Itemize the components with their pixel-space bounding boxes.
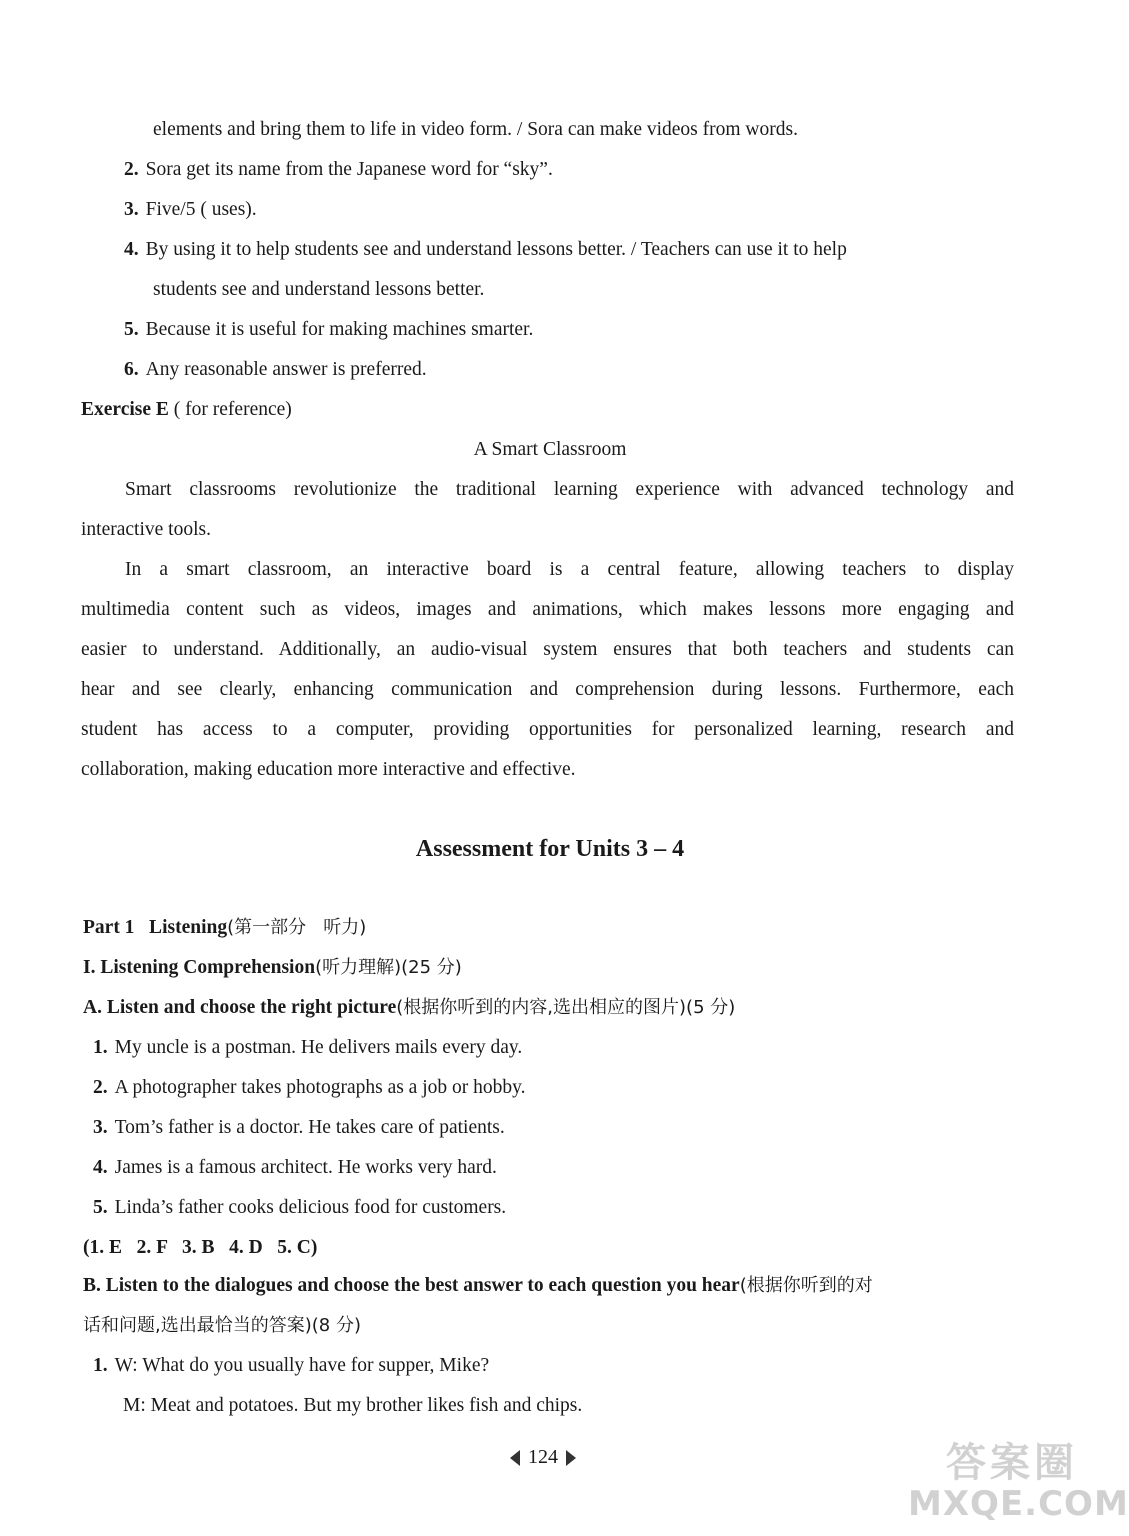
- section-a-label: A. Listen and choose the right picture: [83, 997, 397, 1018]
- assessment-title: Assessment for Units 3 – 4: [415, 836, 685, 862]
- answer-text: Five/5 ( uses).: [145, 199, 257, 220]
- script-text: Linda’s father cooks delicious food for customers.: [114, 1197, 507, 1218]
- script-item: [93, 1035, 522, 1061]
- watermark-logo: [908, 1440, 1129, 1530]
- essay-line: multimedia content such as videos, images and animations, which makes lessons more engaging and: [81, 599, 1014, 620]
- part-1-label-cn: (第一部分 听力): [227, 917, 367, 938]
- answer-item: [124, 157, 553, 183]
- answer-number: 4.: [124, 239, 139, 260]
- part-1-label: Part 1 Listening: [83, 917, 228, 938]
- left-triangle-icon: [510, 1450, 520, 1466]
- script-item: [93, 1195, 506, 1221]
- script-text: A photographer takes photographs as a job or hobby.: [114, 1077, 526, 1098]
- answer-item: [124, 197, 257, 223]
- answer-number: 2.: [124, 159, 139, 180]
- script-number: 3.: [93, 1117, 108, 1138]
- section-b-label-cn: (根据你听到的对: [739, 1275, 873, 1296]
- script-item: [93, 1075, 526, 1101]
- dialogue-line-w: W: What do you usually have for supper, Mike?: [114, 1355, 490, 1376]
- answer-1-continuation: elements and bring them to life in video form. / Sora can make videos from words.: [153, 119, 798, 140]
- watermark-text-cn: 答案圈: [946, 1440, 1078, 1486]
- section-1-label: I. Listening Comprehension: [83, 957, 316, 978]
- essay-line: interactive tools.: [81, 519, 211, 540]
- essay-line: student has access to a computer, providing opportunities for personalized learning, research and: [81, 719, 1014, 740]
- right-triangle-icon: [566, 1450, 576, 1466]
- essay-title: A Smart Classroom: [473, 439, 627, 460]
- section-b-heading: [83, 1273, 1018, 1299]
- essay-line: hear and see clearly, enhancing communication and comprehension during lessons. Furthermore, each: [81, 679, 1014, 700]
- section-1-label-cn: (听力理解)(25 分): [315, 957, 462, 978]
- answer-text: Sora get its name from the Japanese word for “sky”.: [145, 159, 553, 180]
- script-number: 2.: [93, 1077, 108, 1098]
- answer-number: 6.: [124, 359, 139, 380]
- section-b-label: B. Listen to the dialogues and choose the best answer to each question you hear: [83, 1275, 740, 1296]
- section-1-heading: [83, 955, 462, 981]
- dialogue-line-m: M: Meat and potatoes. But my brother likes fish and chips.: [123, 1395, 583, 1416]
- script-number: 5.: [93, 1197, 108, 1218]
- answer-item: [124, 317, 533, 343]
- answer-text: Because it is useful for making machines smarter.: [145, 319, 534, 340]
- script-item: [93, 1155, 497, 1181]
- section-b-label-cn-cont: 话和问题,选出最恰当的答案)(8 分): [83, 1315, 361, 1336]
- script-text: Tom’s father is a doctor. He takes care of patients.: [114, 1117, 505, 1138]
- answer-text: Any reasonable answer is preferred.: [145, 359, 427, 380]
- script-text: My uncle is a postman. He delivers mails every day.: [114, 1037, 523, 1058]
- watermark-text-en: MXQE.COM: [908, 1484, 1129, 1524]
- answer-number: 3.: [124, 199, 139, 220]
- essay-line: easier to understand. Additionally, an audio-visual system ensures that both teachers and students can: [81, 639, 1014, 660]
- answer-key: (1. E 2. F 3. B 4. D 5. C): [83, 1237, 318, 1258]
- script-number: 1.: [93, 1037, 108, 1058]
- script-number: 4.: [93, 1157, 108, 1178]
- script-text: James is a famous architect. He works very hard.: [114, 1157, 497, 1178]
- part-1-heading: [83, 915, 366, 941]
- essay-line: collaboration, making education more interactive and effective.: [81, 759, 576, 780]
- exercise-e-note: ( for reference): [168, 399, 292, 420]
- exercise-e-heading: [81, 397, 292, 423]
- answer-item: [124, 357, 427, 383]
- dialogue-item: [93, 1353, 489, 1379]
- answer-continuation: students see and understand lessons better.: [153, 279, 485, 300]
- page-number: 124: [528, 1446, 558, 1468]
- script-item: [93, 1115, 505, 1141]
- essay-line: In a smart classroom, an interactive board is a central feature, allowing teachers to display: [125, 559, 1014, 580]
- section-a-heading: [83, 995, 735, 1021]
- dialogue-number: 1.: [93, 1355, 108, 1376]
- answer-text: By using it to help students see and understand lessons better. / Teachers can use it to help: [145, 239, 847, 260]
- answer-item: [124, 237, 1014, 263]
- essay-line: Smart classrooms revolutionize the traditional learning experience with advanced technology and: [125, 479, 1014, 500]
- exercise-e-label: Exercise E: [81, 399, 169, 420]
- answer-number: 5.: [124, 319, 139, 340]
- section-a-label-cn: (根据你听到的内容,选出相应的图片)(5 分): [396, 997, 736, 1018]
